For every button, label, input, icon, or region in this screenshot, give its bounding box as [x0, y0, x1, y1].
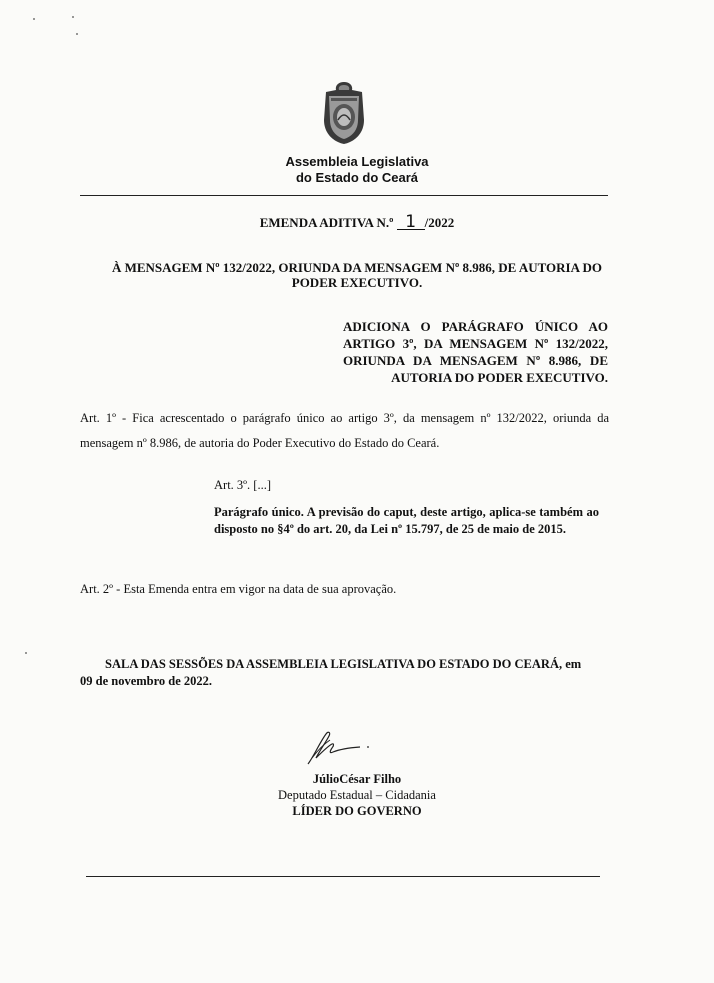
subject — [0, 260, 714, 290]
quoted-article-head: Art. 3º. [...] — [214, 478, 271, 492]
subject-line2: PODER EXECUTIVO. — [291, 275, 423, 290]
article-2: Art. 2º - Esta Emenda entra em vigor na data de sua aprovação. — [80, 582, 397, 596]
handwritten-signature — [302, 728, 372, 768]
org-name-line2: do Estado do Ceará — [295, 170, 419, 185]
scan-speck — [72, 16, 74, 18]
scan-speck — [76, 33, 78, 35]
closing-line2: 09 de novembro de 2022. — [80, 674, 213, 688]
ementa — [343, 318, 608, 386]
quoted-paragraph: Parágrafo único. A previsão do caput, deste artigo, aplica-se também ao disposto no §4º do art. 20, da Lei nº 15.797, de 25 de maio de 2015. — [214, 505, 599, 536]
scan-speck — [33, 18, 35, 20]
document-title — [0, 212, 714, 232]
ementa-line3: ORIUNDA DA MENSAGEM Nº 8.986, DE — [343, 353, 608, 368]
closing — [80, 656, 620, 690]
subject-line1: À MENSAGEM Nº 132/2022, ORIUNDA DA MENSAGEM Nº 8.986, DE AUTORIA DO — [111, 260, 603, 275]
ementa-line1: ADICIONA O PARÁGRAFO ÚNICO AO — [343, 319, 608, 334]
closing-line1: SALA DAS SESSÕES DA ASSEMBLEIA LEGISLATIVA DO ESTADO DO CEARÁ, em — [105, 657, 582, 671]
footer-divider — [86, 876, 600, 877]
signatory-block — [0, 771, 714, 819]
org-name-line1: Assembleia Legislativa — [285, 154, 429, 169]
amendment-number: 1 — [397, 215, 425, 230]
ementa-line2: ARTIGO 3º, DA MENSAGEM Nº 132/2022, — [343, 336, 608, 351]
state-seal-icon — [318, 80, 370, 146]
scan-speck — [25, 652, 27, 654]
ementa-line4: AUTORIA DO PODER EXECUTIVO. — [391, 370, 608, 385]
signatory-title: LÍDER DO GOVERNO — [292, 804, 422, 818]
title-prefix: EMENDA ADITIVA N.º — [259, 215, 394, 230]
title-suffix: /2022 — [424, 215, 455, 230]
article-1: Art. 1º - Fica acrescentado o parágrafo único ao artigo 3º, da mensagem nº 132/2022, oriunda da mensagem nº 8.986, de autoria do Poder Executivo do Estado do Ceará. — [80, 411, 609, 450]
signatory-role: Deputado Estadual – Cidadania — [278, 788, 436, 802]
signatory-name: JúlioCésar Filho — [312, 772, 402, 786]
header-divider — [80, 195, 608, 196]
